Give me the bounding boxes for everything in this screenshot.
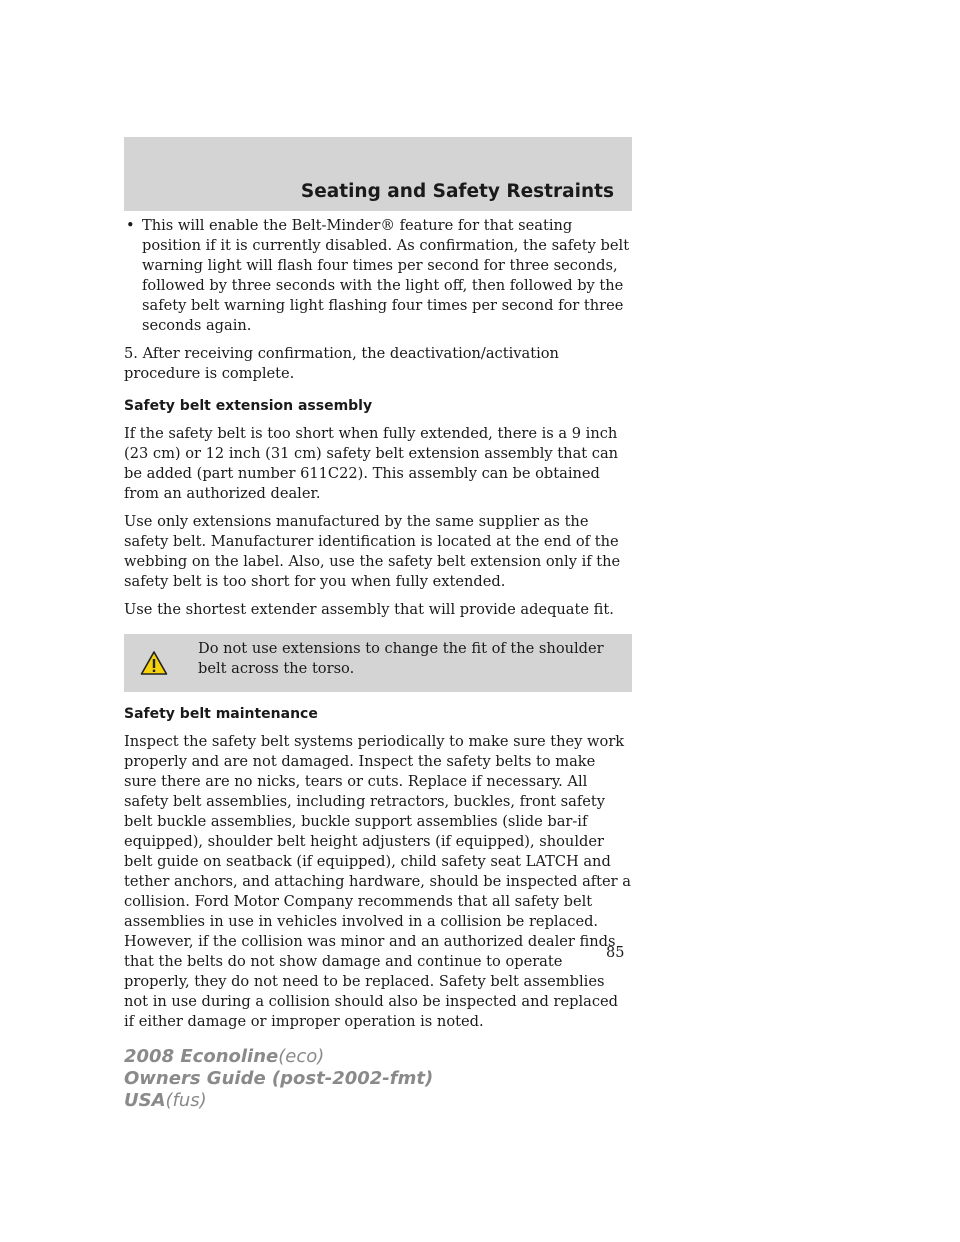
warning-text: Do not use extensions to change the fit of the shoulder belt across the torso. bbox=[198, 640, 604, 677]
step-5-paragraph: 5. After receiving confirmation, the deactivation/activation procedure is complete. bbox=[124, 345, 559, 382]
footer-line-2: Owners Guide (post-2002-fmt) bbox=[124, 1068, 434, 1089]
page-number: 85 bbox=[606, 945, 625, 961]
footer-line-1: 2008 Econoline(eco) bbox=[124, 1046, 325, 1067]
section-header-band bbox=[124, 137, 632, 211]
heading-extension-assembly: Safety belt extension assembly bbox=[124, 398, 373, 414]
bullet-text: This will enable the Belt-Minder® feature for that seating position if it is currently disabled. As confirmation, the safety belt warning light will flash four times per second for three seconds, followed by three seconds with the light off, then followed by the safety belt warning light flashing four times per second for three seconds again. bbox=[142, 217, 630, 334]
bullet-item bbox=[124, 216, 632, 336]
extension-paragraph-1: If the safety belt is too short when fully extended, there is a 9 inch (23 cm) or 12 inch (31 cm) safety belt extension assembly that can be added (part number 611C22). This assembly can be obtained from an authorized dealer. bbox=[124, 425, 619, 502]
extension-paragraph-3: Use the shortest extender assembly that will provide adequate fit. bbox=[124, 601, 614, 618]
document-footer bbox=[124, 1046, 433, 1112]
warning-triangle-icon bbox=[140, 650, 168, 676]
page-content bbox=[124, 216, 632, 1040]
footer-line-3: USA(fus) bbox=[124, 1090, 207, 1111]
maintenance-paragraph: Inspect the safety belt systems periodically to make sure they work properly and are not damaged. Inspect the safety belts to make sure there are no nicks, tears or cuts. Replace if necessary. All safety belt assemblies, including retractors, buckles, front safety belt buckle assemblies, buckle support assemblies (slide bar-if equipped), shoulder belt height adjusters (if equipped), shoulder belt guide on seatback (if equipped), child safety seat LATCH and tether anchors, and attaching hardware, should be inspected after a collision. Ford Motor Company recommends that all safety belt assemblies in use in vehicles involved in a collision be replaced. However, if the collision was minor and an authorized dealer finds that the belts do not show damage and continue to operate properly, they do not need to be replaced. Safety belt assemblies not in use during a collision should also be inspected and replaced if either damage or improper operation is noted. bbox=[124, 733, 631, 1030]
section-title: Seating and Safety Restraints bbox=[300, 181, 614, 202]
extension-paragraph-2: Use only extensions manufactured by the same supplier as the safety belt. Manufacturer identification is located at the end of the webbing on the label. Also, use the safety belt extension only if the safety belt is too short for you when fully extended. bbox=[124, 513, 621, 590]
heading-belt-maintenance: Safety belt maintenance bbox=[124, 706, 318, 722]
warning-box bbox=[124, 634, 632, 692]
bullet-dot: • bbox=[126, 217, 135, 234]
